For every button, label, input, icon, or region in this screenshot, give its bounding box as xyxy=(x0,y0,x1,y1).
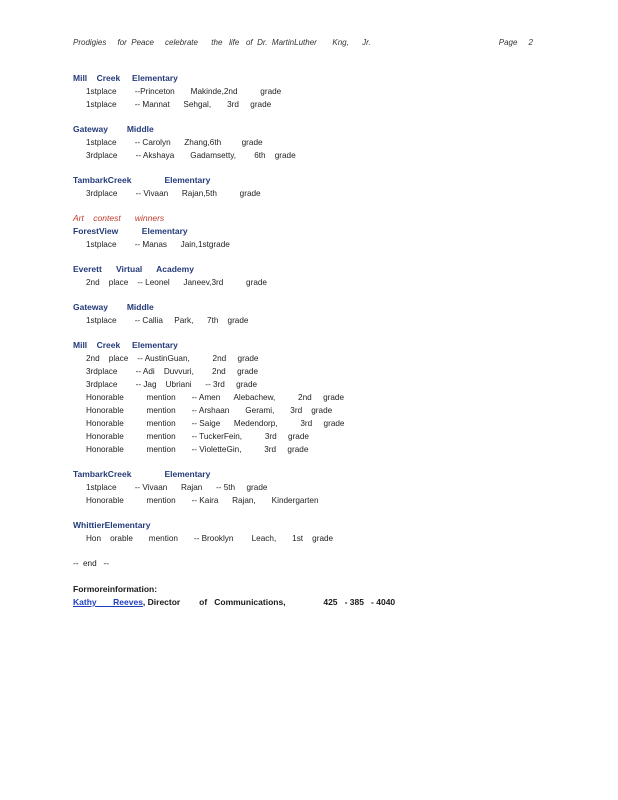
winner-entry: 1stplace -- Callia Park, 7th grade xyxy=(86,316,249,325)
winner-entry: Honorable mention -- Saige Medendorp, 3rd grade xyxy=(86,419,345,428)
school-section xyxy=(73,225,543,251)
winner-entry: Honorable mention -- Kaira Rajan, Kindergarten xyxy=(86,496,319,505)
winner-entry: 3rdplace -- Vivaan Rajan,5th grade xyxy=(86,189,261,198)
winner-entry: Honorable mention -- TuckerFein, 3rd grade xyxy=(86,432,309,441)
school-name: Mill Creek Elementary xyxy=(73,340,178,350)
winner-entry: 3rdplace -- Jag Ubriani -- 3rd grade xyxy=(86,380,258,389)
school-name: Mill Creek Elementary xyxy=(73,73,178,83)
school-section xyxy=(73,468,543,507)
winner-entry: 1stplace -- Manas Jain,1stgrade xyxy=(86,240,230,249)
contact-details: , Director of Communications, 425 - 385 - 4040 xyxy=(142,597,396,607)
winner-entry: 1stplace --Princeton Makinde,2nd grade xyxy=(86,87,282,96)
winner-entry: Honorable mention -- Arshaan Gerami, 3rd grade xyxy=(86,406,333,415)
school-section xyxy=(73,301,543,327)
winner-entry: 2nd place -- AustinGuan, 2nd grade xyxy=(86,354,259,363)
winner-entry: 2nd place -- Leonel Janeev,3rd grade xyxy=(86,278,267,287)
school-name: WhittierElementary xyxy=(73,520,151,530)
writing-winners xyxy=(73,72,543,200)
school-section xyxy=(73,123,543,162)
winner-entry: Honorable mention -- Amen Alebachew, 2nd grade xyxy=(86,393,345,402)
school-section xyxy=(73,339,543,456)
school-name: Gateway Middle xyxy=(73,124,154,134)
end-marker: -- end -- xyxy=(73,559,109,568)
contact-line xyxy=(73,596,543,609)
art-contest-heading: Art contest winners xyxy=(73,213,165,223)
winner-entry: 3rdplace -- Akshaya Gadamsetty, 6th grade xyxy=(86,151,296,160)
winner-entry: Hon orable mention -- Brooklyn Leach, 1st grade xyxy=(86,534,334,543)
more-info-label: Formoreinformation: xyxy=(73,584,158,594)
winner-entry: Honorable mention -- VioletteGin, 3rd grade xyxy=(86,445,309,454)
school-name: Everett Virtual Academy xyxy=(73,264,194,274)
art-winners xyxy=(73,225,543,545)
school-section xyxy=(73,519,543,545)
school-section xyxy=(73,72,543,111)
document-content xyxy=(73,72,543,609)
winner-entry: 1stplace -- Mannat Sehgal, 3rd grade xyxy=(86,100,272,109)
winner-entry: 1stplace -- Vivaan Rajan -- 5th grade xyxy=(86,483,268,492)
header-title: Prodigies for Peace celebrate the life of Dr. MartinLuther Kng, Jr. xyxy=(73,38,371,47)
school-name: Gateway Middle xyxy=(73,302,154,312)
school-section xyxy=(73,174,543,200)
winner-entry: 1stplace -- Carolyn Zhang,6th grade xyxy=(86,138,263,147)
school-name: ForestView Elementary xyxy=(73,226,188,236)
contact-name-link[interactable]: Kathy Reeves xyxy=(73,597,143,607)
school-section xyxy=(73,263,543,289)
page-number: Page 2 xyxy=(498,38,533,47)
school-name: TambarkCreek Elementary xyxy=(73,469,211,479)
page-header xyxy=(73,38,533,47)
school-name: TambarkCreek Elementary xyxy=(73,175,211,185)
winner-entry: 3rdplace -- Adi Duvvuri, 2nd grade xyxy=(86,367,259,376)
